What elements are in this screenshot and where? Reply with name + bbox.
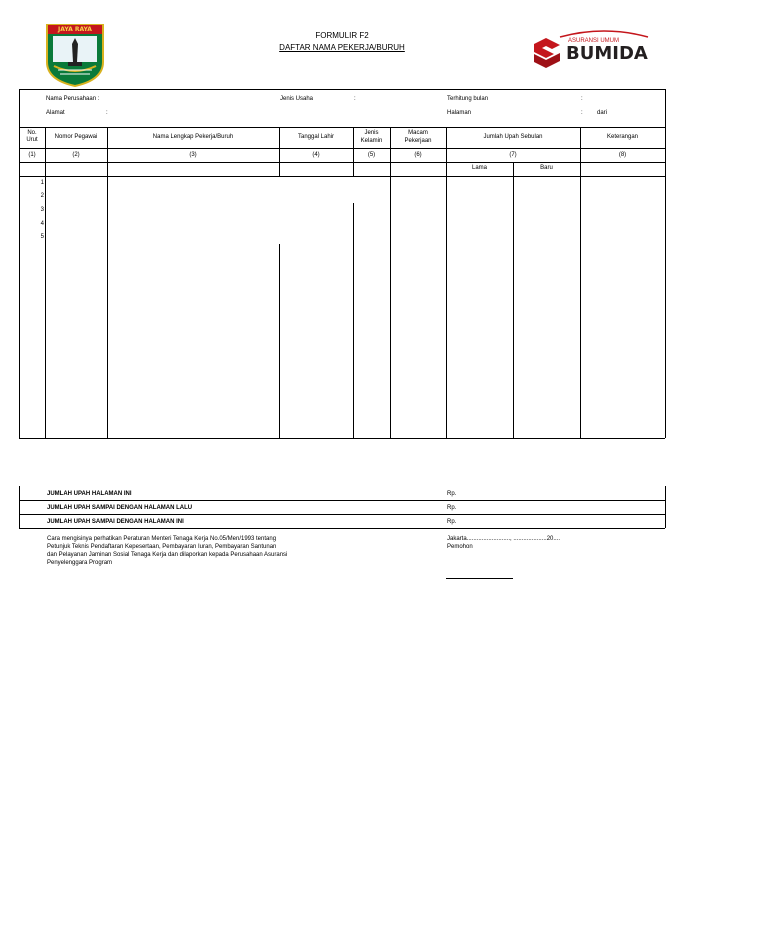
- col-num-4: (4): [312, 152, 320, 158]
- note-line-4: Penyelenggara Program: [47, 560, 113, 566]
- brand-tag: ASURANSI UMUM: [568, 38, 620, 44]
- col-num-3: (3): [189, 152, 197, 158]
- label-terhitung-bulan: Terhitung bulan: [447, 96, 489, 102]
- label-dari: dari: [597, 110, 608, 116]
- col-jenis-kelamin-2: Kelamin: [360, 138, 383, 144]
- col-jumlah-upah: Jumlah Upah Sebulan: [483, 134, 543, 140]
- subcol-baru: Baru: [540, 165, 553, 171]
- jenis-usaha-colon: :: [354, 96, 356, 102]
- note-line-1: Cara mengisinya perhatikan Peraturan Menteri Tenaga Kerja No.05/Men/1993 tentang: [47, 536, 277, 542]
- col-num-1: (1): [28, 152, 36, 158]
- label-halaman: Halaman: [447, 110, 472, 116]
- rp-halaman-ini: Rp.: [447, 491, 457, 497]
- bumida-logo: [530, 28, 660, 72]
- bumida-mark-icon: [530, 34, 564, 70]
- label-alamat: Alamat: [46, 110, 65, 116]
- col-keterangan: Keterangan: [606, 134, 639, 140]
- brand-name: BUMIDA: [566, 43, 648, 64]
- label-jenis-usaha: Jenis Usaha: [280, 96, 314, 102]
- col-no-urut-1: No.: [27, 130, 37, 136]
- col-num-8: (8): [618, 152, 627, 158]
- col-num-2: (2): [72, 152, 80, 158]
- halaman-colon: :: [581, 110, 583, 116]
- col-num-6: (6): [414, 152, 422, 158]
- col-no-urut-2: Urut: [26, 137, 38, 143]
- col-num-5: (5): [367, 152, 376, 158]
- jakarta-crest-logo: [44, 22, 106, 88]
- col-num-7: (7): [509, 152, 517, 158]
- row-number: 1: [40, 180, 44, 186]
- signature-line: [446, 578, 513, 579]
- rp-sampai-ini: Rp.: [447, 519, 457, 525]
- row-number: 3: [40, 207, 44, 213]
- crest-banner-text: JAYA RAYA: [58, 26, 92, 33]
- label-nama-perusahaan: Nama Perusahaan :: [46, 96, 100, 102]
- col-tanggal-lahir: Tanggal Lahir: [297, 134, 335, 140]
- col-macam-pekerjaan-2: Pekerjaan: [404, 138, 432, 144]
- row-number: 5: [40, 234, 44, 240]
- col-macam-pekerjaan-1: Macam: [408, 130, 428, 136]
- rp-sampai-lalu: Rp.: [447, 505, 457, 511]
- total-sampai-lalu: JUMLAH UPAH SAMPAI DENGAN HALAMAN LALU: [47, 505, 193, 511]
- col-nomor-pegawai: Nomor Pegawai: [54, 134, 98, 140]
- brand-arc: [554, 28, 654, 38]
- signature-pemohon: Pemohon: [447, 544, 473, 550]
- total-halaman-ini: JUMLAH UPAH HALAMAN INI: [47, 491, 132, 497]
- terhitung-colon: :: [581, 96, 583, 102]
- total-sampai-ini: JUMLAH UPAH SAMPAI DENGAN HALAMAN INI: [47, 519, 184, 525]
- row-number: 2: [40, 193, 44, 199]
- col-nama-lengkap: Nama Lengkap Pekerja/Buruh: [152, 134, 234, 140]
- form-code: FORMULIR F2: [315, 31, 369, 40]
- form-title: DAFTAR NAMA PEKERJA/BURUH: [279, 43, 405, 52]
- signature-place-date: Jakarta.........................., ....................20....: [447, 536, 561, 542]
- alamat-colon: :: [106, 110, 108, 116]
- note-line-2: Petunjuk Teknis Pendaftaran Kepesertaan, Pembayaran Iuran, Pembayaran Santunan: [47, 544, 277, 550]
- row-number: 4: [40, 221, 44, 227]
- subcol-lama: Lama: [471, 165, 487, 171]
- col-jenis-kelamin-1: Jenis: [364, 130, 379, 136]
- note-line-3: dan Pelayanan Jaminan Sosial Tenaga Kerja dan dilaporkan kepada Perusahaan Asuransi: [47, 552, 288, 558]
